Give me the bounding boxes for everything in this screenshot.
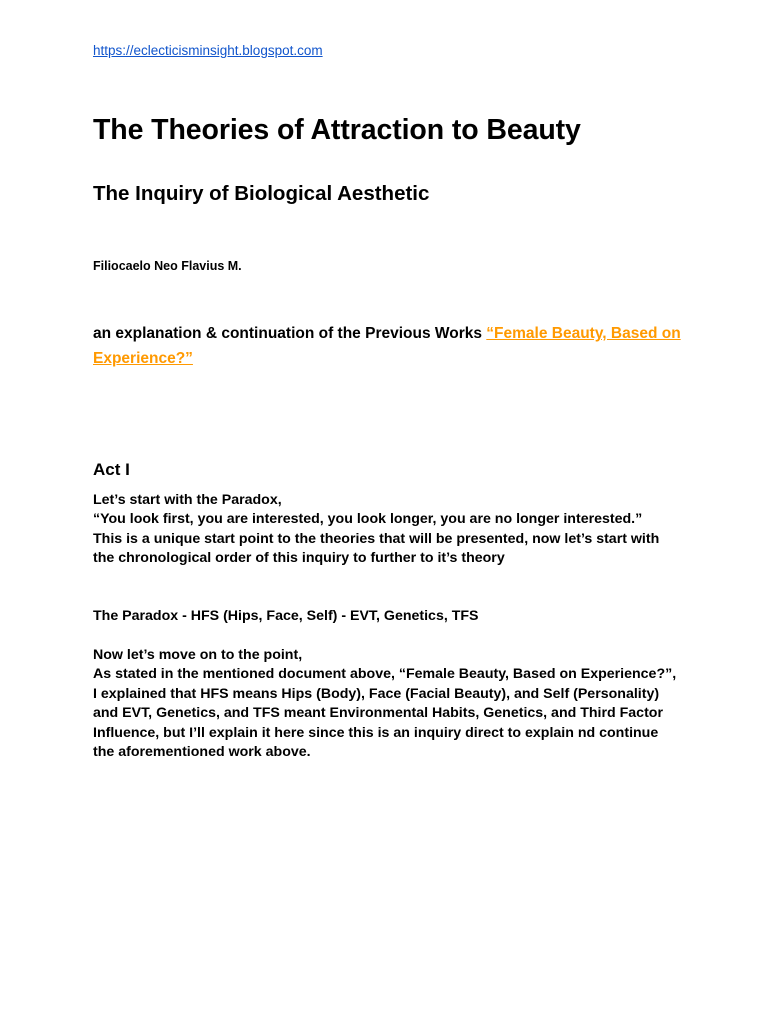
- body-line: This is a unique start point to the theories that will be presented, now let’s start with the chronological order of this inquiry to further to it’s theory: [93, 530, 660, 567]
- intro-text: an explanation & continuation of the Previous Works: [93, 325, 487, 342]
- body-line: As stated in the mentioned document above, “Female Beauty, Based on Experience?”, I explained that HFS means Hips (Body), Face (Facial Beauty), and Self (Personality) and EVT, Genetics, and TFS meant Environmental Habits, Genetics, and Third Factor Influence, but I’ll explain it here since this is an inquiry direct to explain nd continue the aforementioned work above.: [93, 666, 677, 761]
- document-subtitle: The Inquiry of Biological Aesthetic: [93, 182, 430, 205]
- paradox-line: The Paradox - HFS (Hips, Face, Self) - EVT, Genetics, TFS: [93, 608, 479, 624]
- explanation-block: [93, 646, 683, 762]
- body-line: Let’s start with the Paradox,: [93, 492, 282, 508]
- body-line: Now let’s move on to the point,: [93, 647, 303, 663]
- author-name: Filiocaelo Neo Flavius M.: [93, 259, 242, 273]
- body-line: “You look first, you are interested, you look longer, you are no longer interested.”: [93, 511, 643, 528]
- source-url-link[interactable]: https://eclecticisminsight.blogspot.com: [93, 43, 323, 58]
- intro-paragraph: [93, 321, 683, 371]
- paradox-intro-block: [93, 491, 683, 569]
- act-one-heading: Act I: [93, 460, 130, 479]
- paradox-summary-block: [93, 607, 683, 626]
- previous-work-link[interactable]: “Female Beauty, Based on Experience?”: [93, 325, 681, 367]
- document-title: The Theories of Attraction to Beauty: [93, 114, 581, 146]
